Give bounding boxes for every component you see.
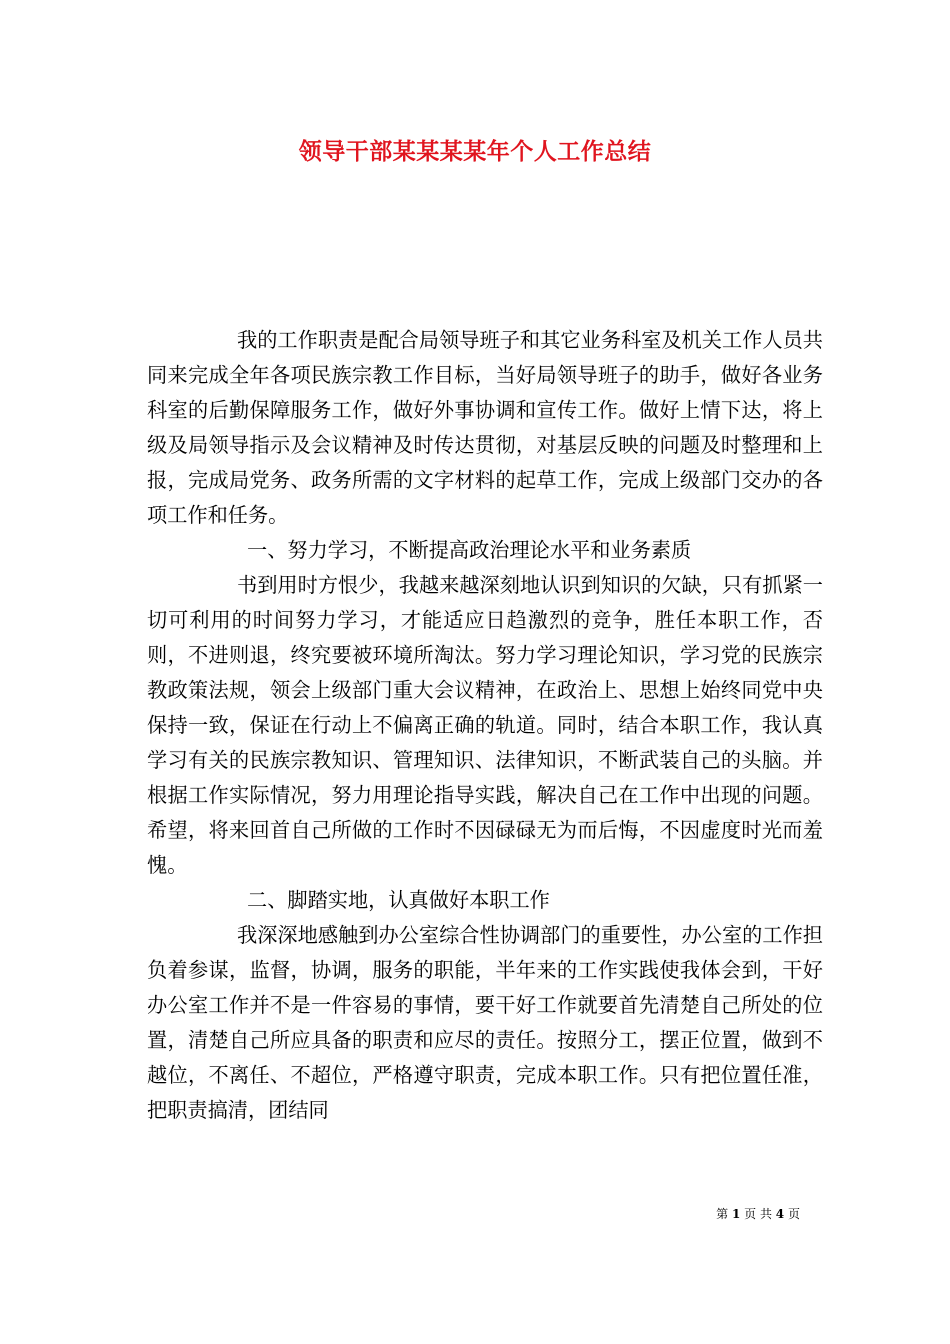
document-body [147,323,823,1128]
paragraph-intro: 我的工作职责是配合局领导班子和其它业务科室及机关工作人员共同来完成全年各项民族宗教工作目标，当好局领导班子的助手，做好各业务科室的后勤保障服务工作，做好外事协调和宣传工作。做好上情下达，将上级及局领导指示及会议精神及时传达贯彻，对基层反映的问题及时整理和上报，完成局党务、政务所需的文字材料的起草工作，完成上级部门交办的各项工作和任务。 [147,328,823,527]
section-heading-1: 一、努力学习，不断提高政治理论水平和业务素质 [247,538,692,562]
footer-suffix: 页 [787,1207,800,1221]
page-footer [0,1205,800,1222]
paragraph-work: 我深深地感触到办公室综合性协调部门的重要性，办公室的工作担负着参谋，监督，协调，服务的职能，半年来的工作实践使我体会到，干好办公室工作并不是一件容易的事情，要干好工作就要首先清楚自己所处的位置，清楚自己所应具备的职责和应尽的责任。按照分工，摆正位置，做到不越位，不离任、不超位，严格遵守职责，完成本职工作。只有把位置任准，把职责搞清，团结同 [147,923,823,1122]
section-heading-2: 二、脚踏实地，认真做好本职工作 [247,888,550,912]
footer-middle: 页 共 [744,1207,772,1221]
document-title: 领导干部某某某某年个人工作总结 [298,138,652,165]
footer-prefix: 第 [716,1207,729,1221]
footer-page-number: 1 [731,1207,741,1221]
paragraph-study: 书到用时方恨少，我越来越深刻地认识到知识的欠缺，只有抓紧一切可利用的时间努力学习，才能适应日趋激烈的竞争，胜任本职工作，否则，不进则退，终究要被环境所淘汰。努力学习理论知识，学习党的民族宗教政策法规，领会上级部门重大会议精神，在政治上、思想上始终同党中央保持一致，保证在行动上不偏离正确的轨道。同时，结合本职工作，我认真学习有关的民族宗教知识、管理知识、法律知识，不断武装自己的头脑。并根据工作实际情况，努力用理论指导实践，解决自己在工作中出现的问题。希望，将来回首自己所做的工作时不因碌碌无为而后悔，不因虚度时光而羞愧。 [147,573,823,877]
footer-total-pages: 4 [775,1207,785,1221]
